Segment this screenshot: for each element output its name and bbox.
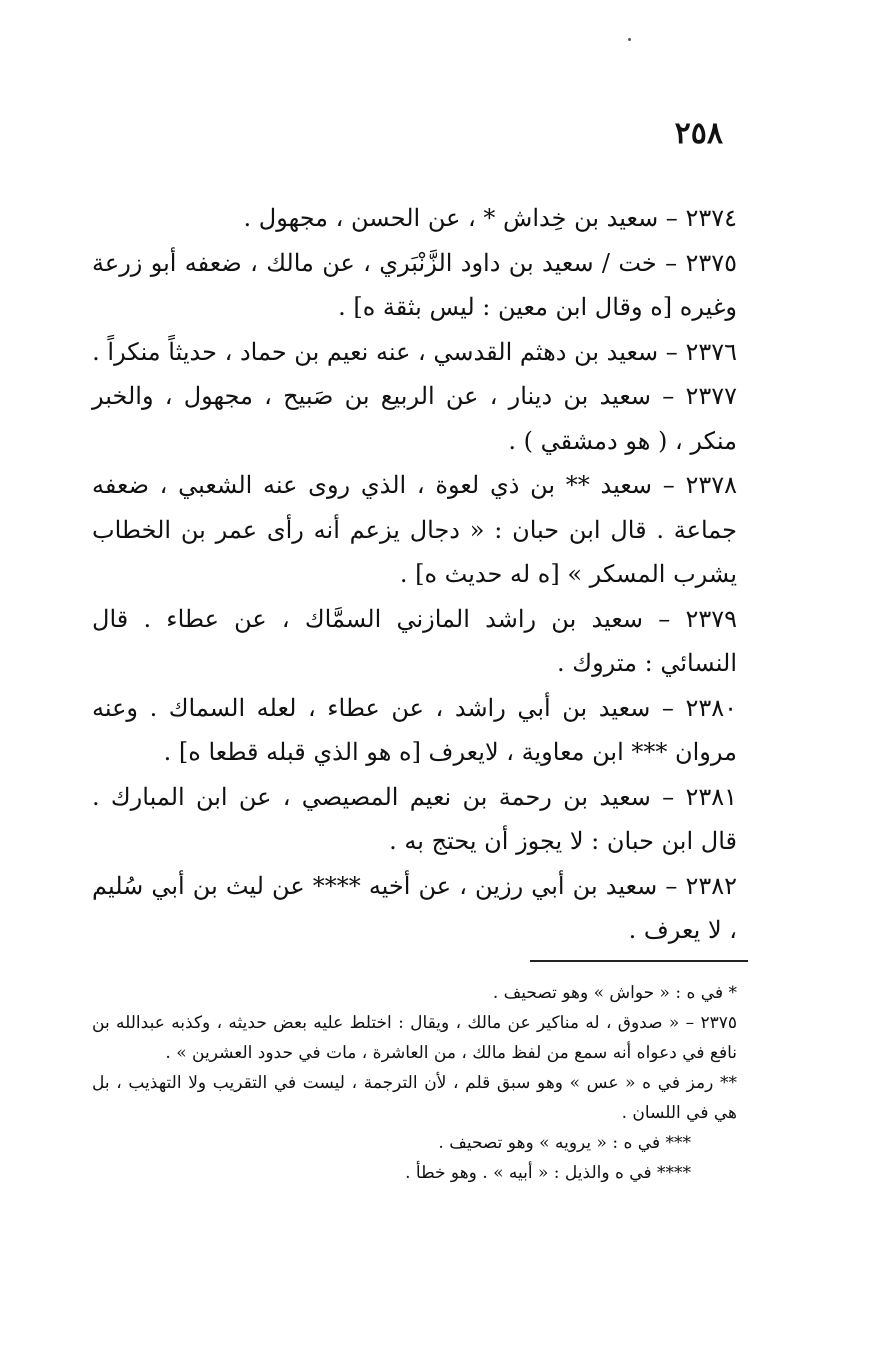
entry-2382: ٢٣٨٢ – سعيد بن أبي رزين ، عن أخيه **** عن ليث بن أبي سُليم ، لا يعرف .: [92, 871, 737, 944]
scan-speck: [628, 38, 631, 41]
entry-2379: ٢٣٧٩ – سعيد بن راشد المازني السمَّاك ، عن عطاء . قال النسائي : متروك .: [92, 604, 737, 677]
footnote-4: **** في ه والذيل : « أبيه » . وهو خطأ .: [405, 1163, 691, 1183]
entry-2375: ٢٣٧٥ – خت / سعيد بن داود الزَّنْبَري ، عن مالك ، ضعفه أبو زرعة وغيره [ه وقال ابن معين : ليس بثقة ه] .: [92, 248, 737, 321]
footnote-3: *** في ه : « يرويه » وهو تصحيف .: [438, 1133, 691, 1153]
entry-2380: ٢٣٨٠ – سعيد بن أبي راشد ، عن عطاء ، لعله السماك . وعنه مروان *** ابن معاوية ، لايعرف [ه هو الذي قبله قطعا ه] .: [92, 693, 737, 766]
footnote-1: * في ه : « حواش » وهو تصحيف .: [492, 983, 737, 1003]
footnotes: [92, 978, 737, 1188]
entry-2378: ٢٣٧٨ – سعيد ** بن ذي لعوة ، الذي روى عنه الشعبي ، ضعفه جماعة . قال ابن حبان : « دجال يزعم أنه رأى عمر بن الخطاب يشرب المسكر » [ه له حديث ه] .: [92, 471, 737, 588]
page-number: ٢٥٨: [674, 116, 723, 151]
entry-2381: ٢٣٨١ – سعيد بن رحمة بن نعيم المصيصي ، عن ابن المبارك . قال ابن حبان : لا يجوز أن يحتج به .: [92, 782, 737, 855]
footnote-2: ** رمز في ه « عس » وهو سبق قلم ، لأن الترجمة ، ليست في التقريب ولا التهذيب ، بل هي في اللسان .: [92, 1073, 737, 1123]
entry-2374: ٢٣٧٤ – سعيد بن خِداش * ، عن الحسن ، مجهول .: [243, 204, 737, 232]
footnote-divider: [530, 960, 748, 962]
biography-entries: [92, 196, 737, 953]
entry-2377: ٢٣٧٧ – سعيد بن دينار ، عن الربيع بن صَبيح ، مجهول ، والخبر منكر ، ( هو دمشقي ) .: [92, 382, 737, 455]
entry-2376: ٢٣٧٦ – سعيد بن دهثم القدسي ، عنه نعيم بن حماد ، حديثاً منكراً .: [92, 337, 737, 366]
footnote-2375: ٢٣٧٥ – « صدوق ، له مناكير عن مالك ، ويقال : اختلط عليه بعض حديثه ، وكذبه عبدالله بن نافع في دعواه أنه سمع من لفظ مالك ، من العاشرة ، مات في حدود العشرين » .: [92, 1013, 737, 1063]
